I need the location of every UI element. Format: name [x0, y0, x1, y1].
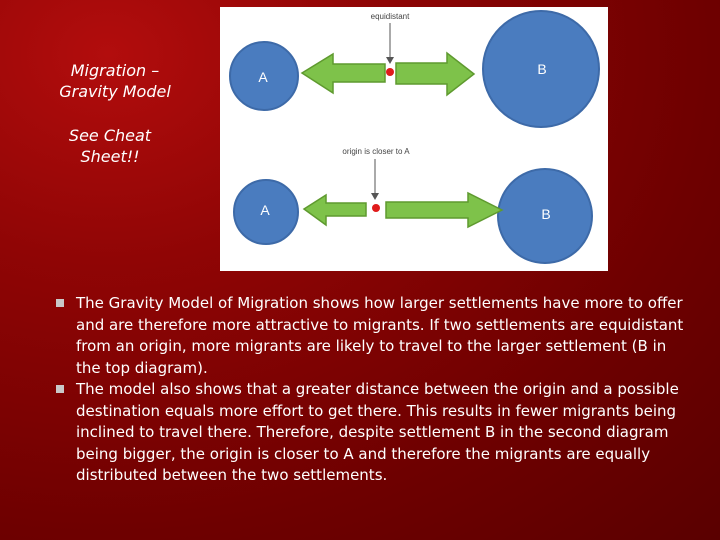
bullet-square-icon — [56, 299, 64, 307]
top-pointer-head — [386, 57, 394, 64]
cheat-sheet-note — [40, 125, 180, 167]
bullet-text: The model also shows that a greater distance between the origin and a possible destination equals more effort to get there. This results in fewer migrants being inclined to travel there. Therefore, despite settlement B in the second diagram being bigger, the origin is closer to A and therefore the migrants are equally distributed between the two settlements. — [76, 380, 679, 484]
subtitle-line-2: Sheet!! — [80, 147, 140, 166]
equidistant-label: equidistant — [370, 12, 410, 21]
bullet-item — [56, 379, 692, 487]
title-line-1: Migration – — [70, 61, 160, 80]
bottom-arrow-to-b — [386, 193, 502, 227]
bottom-label-b: B — [541, 206, 551, 222]
slide-title — [30, 60, 200, 102]
closer-to-a-label: origin is closer to A — [342, 147, 410, 156]
top-arrow-to-b — [396, 53, 474, 95]
title-line-2: Gravity Model — [59, 82, 171, 101]
bottom-arrow-to-a — [304, 195, 366, 225]
bottom-pointer-head — [371, 193, 379, 200]
bottom-origin-dot — [372, 204, 380, 212]
subtitle-line-1: See Cheat — [68, 126, 152, 145]
top-label-b: B — [537, 61, 547, 77]
bullet-square-icon — [56, 385, 64, 393]
top-origin-dot — [386, 68, 394, 76]
gravity-model-diagram — [220, 7, 608, 271]
bullet-item — [56, 293, 692, 379]
bullet-list — [56, 293, 692, 487]
top-arrow-to-a — [302, 54, 385, 93]
diagram-canvas — [220, 7, 608, 271]
top-label-a: A — [258, 69, 268, 85]
bottom-label-a: A — [260, 202, 270, 218]
bullet-text: The Gravity Model of Migration shows how larger settlements have more to offer and are therefore more attractive to migrants. If two settlements are equidistant from an origin, more migrants are likely to travel to the larger settlement (B in the top diagram). — [76, 294, 684, 377]
